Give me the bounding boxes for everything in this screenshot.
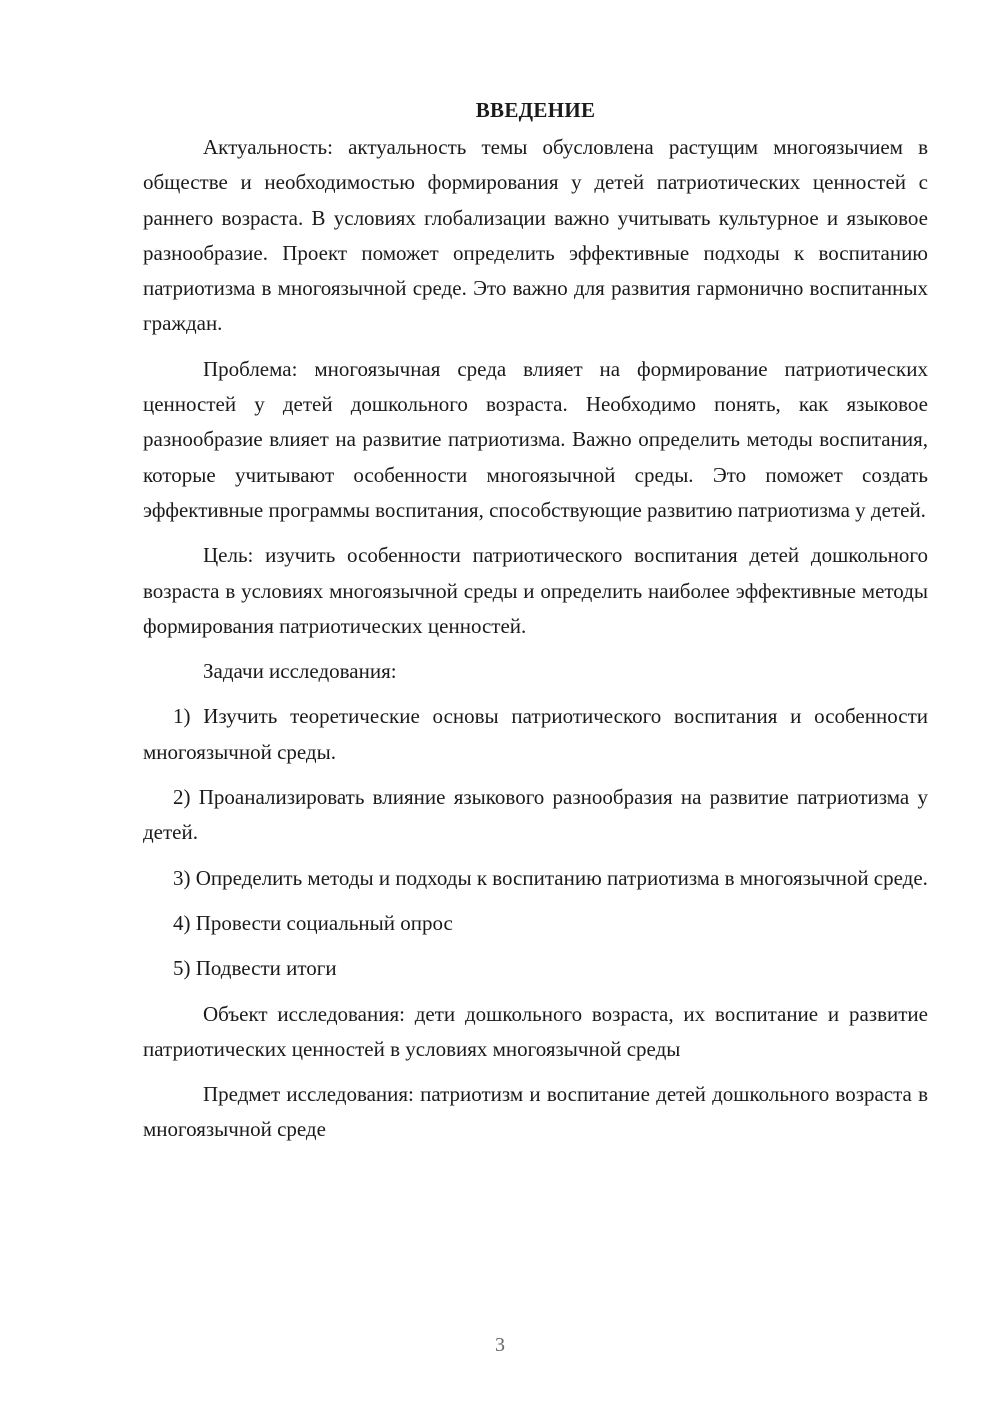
paragraph-goal: Цель: изучить особенности патриотического воспитания детей дошкольного возраста в условиях многоязычной среды и определить наиболее эффективные методы формирования патриотических ценностей.: [143, 543, 928, 638]
paragraph-tasks-heading: Задачи исследования:: [203, 659, 397, 684]
task-item: 1) Изучить теоретические основы патриотического воспитания и особенности многоязычной среды.: [143, 704, 928, 764]
task-item: 5) Подвести итоги: [173, 956, 337, 981]
section-heading: ВВЕДЕНИЕ: [475, 98, 596, 122]
task-item: 3) Определить методы и подходы к воспитанию патриотизма в многоязычной среде.: [173, 865, 928, 890]
paragraph-problem: Проблема: многоязычная среда влияет на формирование патриотических ценностей у детей дошкольного возраста. Необходимо понять, как языковое разнообразие влияет на развитие патриотизма. Важно определить методы воспитания, которые учитывают особенности многоязычной среды. Это поможет создать эффективные программы воспитания, способствующие развитию патриотизма у детей.: [143, 356, 928, 522]
page-number: 3: [495, 1334, 505, 1356]
paragraph-subject: Предмет исследования: патриотизм и воспитание детей дошкольного возраста в многоязычной среде: [143, 1082, 928, 1142]
document-page: [143, 92, 928, 1158]
paragraph-relevance: Актуальность: актуальность темы обусловлена растущим многоязычием в обществе и необходимостью формирования у детей патриотических ценностей с раннего возраста. В условиях глобализации важно учитывать культурное и языковое разнообразие. Проект поможет определить эффективные подходы к воспитанию патриотизма в многоязычной среде. Это важно для развития гармонично воспитанных граждан.: [143, 135, 928, 336]
task-item: 2) Проанализировать влияние языкового разнообразия на развитие патриотизма у детей.: [143, 785, 928, 845]
task-item: 4) Провести социальный опрос: [173, 910, 453, 935]
paragraph-object: Объект исследования: дети дошкольного возраста, их воспитание и развитие патриотических ценностей в условиях многоязычной среды: [143, 1001, 928, 1061]
